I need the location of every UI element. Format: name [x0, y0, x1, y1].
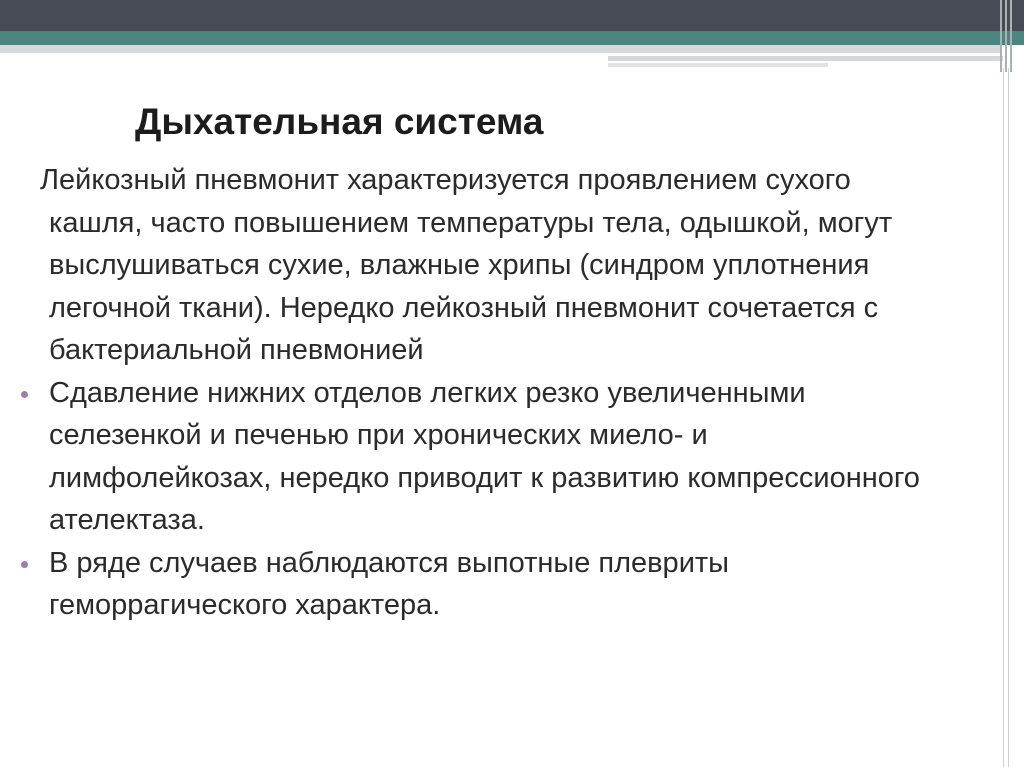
- header-gray-line: [608, 56, 1003, 61]
- bullet-item: [40, 372, 920, 542]
- right-border-line: [1008, 68, 1009, 767]
- slide-content: [40, 159, 920, 627]
- header-stripe: [1000, 0, 1002, 72]
- header-gray-bar: [0, 45, 1000, 53]
- header-stripe: [1010, 0, 1012, 72]
- header-gray-line-short: [608, 63, 828, 67]
- header-stripe: [1005, 0, 1007, 72]
- header-dark-bar: [0, 0, 1024, 31]
- bullet-dot-icon: [21, 391, 28, 398]
- slide-title: Дыхательная система: [135, 101, 544, 142]
- bullet-text: В ряде случаев наблюдаются выпотные плевриты геморрагического характера.: [49, 546, 730, 621]
- bullet-dot-icon: [21, 561, 28, 568]
- bullet-item: [40, 542, 920, 627]
- right-border-line: [1003, 68, 1004, 767]
- header-teal-bar: [0, 31, 1024, 45]
- bullet-text: Сдавление нижних отделов легких резко увеличенными селезенкой и печенью при хронических миело- и лимфолейкозах, нередко приводит к развитию компрессионного ателектаза.: [49, 376, 920, 536]
- first-paragraph: Лейкозный пневмонит характеризуется проявлением сухого кашля, часто повышением температуры тела, одышкой, могут выслушиваться сухие, влажные хрипы (синдром уплотнения легочной ткани). Нередко лейкозный пневмонит сочетается с бактериальной пневмонией: [40, 164, 893, 366]
